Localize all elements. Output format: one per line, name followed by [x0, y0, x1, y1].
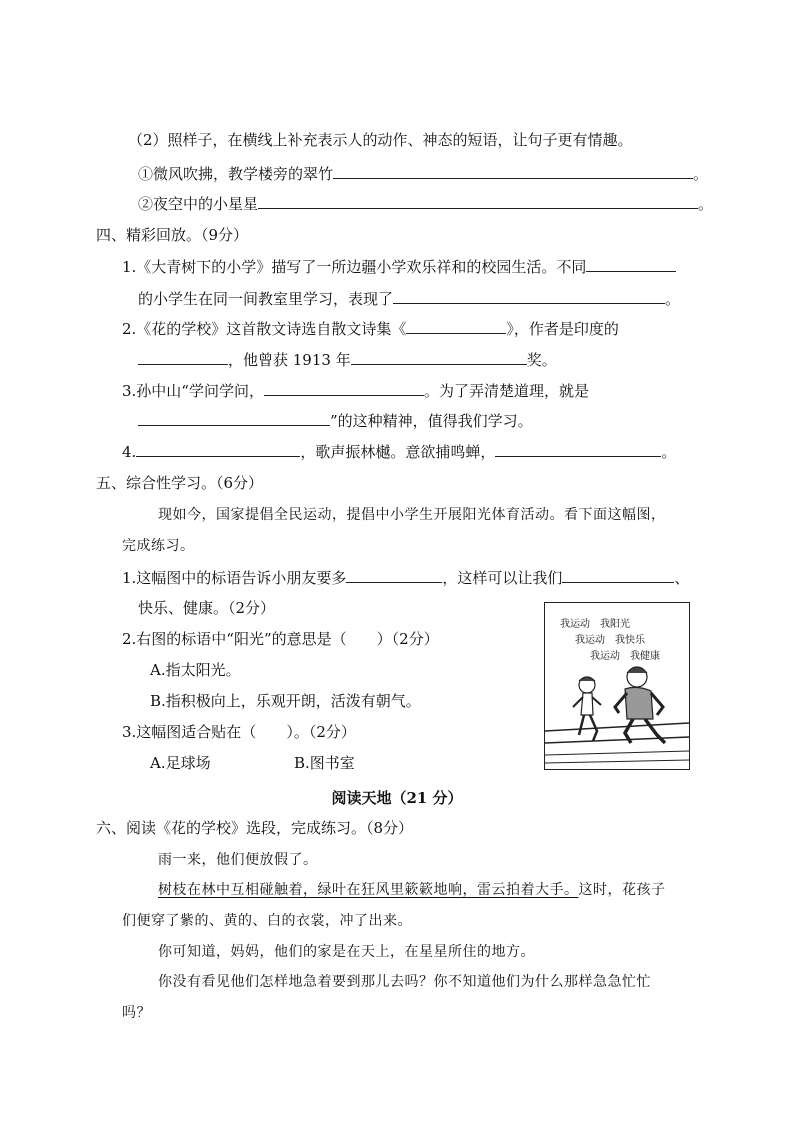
- s6-paragraph4-line1: 你没有看见他们怎样地急着要到那儿去吗？你不知道他们为什么那样急急忙忙: [158, 974, 651, 990]
- q3-2-item1: [138, 163, 708, 184]
- s4-q4-text: ，歌声振林樾。意欲捕鸣蝉，: [300, 443, 496, 461]
- reading-section-heading: 阅读天地（21 分）: [331, 789, 463, 807]
- q3-2-item2: [138, 193, 713, 214]
- s4-q3-text: 3.孙中山“学问学问，: [122, 382, 264, 400]
- underlined-sentence: 树枝在林中互相碰触着，绿叶在狂风里簌簌地响，雷云拍着大手。: [158, 882, 579, 898]
- s4-q1-text2: 的小学生在同一间教室里学习，表现了: [138, 290, 394, 308]
- section5-title: 五、综合性学习。（6分）: [96, 474, 264, 492]
- s5-q2: 2.右图的标语中“阳光”的意思是（ ）（2分）: [122, 630, 439, 648]
- answer-blank[interactable]: [258, 193, 698, 209]
- answer-blank[interactable]: [138, 410, 330, 426]
- running-children-drawing: [545, 603, 689, 769]
- s5-q1-line2: 快乐、健康。（2分）: [138, 599, 276, 617]
- answer-blank[interactable]: [562, 567, 674, 583]
- s4-q4-number: 4.: [122, 443, 137, 461]
- section6-title: 六、阅读《花的学校》选段，完成练习。（8分）: [96, 819, 414, 837]
- poster-slogan-2: 我运动 我快乐: [575, 635, 645, 646]
- answer-blank[interactable]: [351, 349, 527, 365]
- s4-q1-line1: [122, 256, 676, 277]
- s5-intro-line1: 现如今，国家提倡全民运动，提倡中小学生开展阳光体育活动。看下面这幅图，: [158, 507, 666, 523]
- s5-q3-option-a: A.足球场: [150, 754, 211, 772]
- q3-2-item2-text: ②夜空中的小星星: [138, 195, 259, 213]
- period: 。: [665, 290, 681, 308]
- answer-blank[interactable]: [333, 163, 693, 179]
- section4-title: 四、精彩回放。（9分）: [96, 226, 249, 244]
- answer-blank[interactable]: [495, 441, 661, 457]
- s4-q2-text2: 》，作者是印度的: [506, 320, 619, 338]
- q3-2-instruction: （2）照样子，在横线上补充表示人的动作、神态的短语，让句子更有情趣。: [128, 131, 633, 149]
- s5-q1-sep: 、: [674, 569, 690, 587]
- s4-q1-text: 1.《大青树下的小学》描写了一所边疆小学欢乐祥和的校园生活。不同: [122, 258, 587, 276]
- s4-q3-line1: [122, 380, 589, 401]
- s4-q2-line1: [122, 318, 619, 339]
- period: 。: [661, 443, 677, 461]
- s5-q1-text: 1.这幅图中的标语告诉小朋友要多: [122, 569, 347, 587]
- sports-poster-image: [544, 602, 690, 770]
- answer-blank[interactable]: [138, 349, 228, 365]
- s4-q3-text2: 。为了弄清楚道理，就是: [423, 382, 589, 400]
- s5-q1-text2: ，这样可以让我们: [442, 569, 563, 587]
- s6-p2-rest: 这时，花孩子: [578, 882, 666, 898]
- s4-q3-line2: [138, 410, 533, 431]
- s5-q3: 3.这幅图适合贴在（ ）。（2分）: [122, 723, 356, 741]
- poster-slogan-1: 我运动 我阳光: [560, 619, 630, 630]
- answer-blank[interactable]: [264, 380, 424, 396]
- s5-q2-option-b: B.指积极向上，乐观开朗，活泼有朝气。: [150, 692, 421, 710]
- s4-q2-text4: 奖。: [526, 351, 557, 369]
- s5-q3-option-b: B.图书室: [294, 754, 355, 772]
- s4-q2-line2: [138, 349, 557, 370]
- answer-blank[interactable]: [586, 256, 676, 272]
- s5-q2-option-a: A.指太阳光。: [150, 661, 241, 679]
- answer-blank[interactable]: [406, 318, 506, 334]
- s6-paragraph3: 你可知道，妈妈，他们的家是在天上，在星星所住的地方。: [158, 944, 535, 960]
- s4-q3-text3: ”的这种精神，值得我们学习。: [330, 412, 533, 430]
- s6-paragraph1: 雨一来，他们便放假了。: [158, 852, 318, 868]
- s4-q2-text: 2.《花的学校》这首散文诗选自散文诗集《: [122, 320, 407, 338]
- answer-blank[interactable]: [346, 567, 442, 583]
- period: 。: [698, 195, 714, 213]
- s5-intro-line2: 完成练习。: [122, 538, 195, 554]
- s5-q1-line1: [122, 567, 689, 588]
- s6-paragraph2-line2: 们便穿了紫的、黄的、白的衣裳，冲了出来。: [122, 913, 412, 929]
- period: 。: [693, 165, 709, 183]
- s4-q1-line2: [138, 288, 680, 309]
- answer-blank[interactable]: [393, 288, 665, 304]
- s4-q4-line: [122, 441, 676, 462]
- s6-paragraph4-line2: 吗？: [122, 1005, 151, 1021]
- answer-blank[interactable]: [136, 441, 300, 457]
- s6-paragraph2-line1: [158, 880, 666, 900]
- poster-slogan-3: 我运动 我健康: [590, 651, 660, 662]
- s4-q2-text3: ，他曾获 1913 年: [228, 351, 351, 369]
- q3-2-item1-text: ①微风吹拂，教学楼旁的翠竹: [138, 165, 334, 183]
